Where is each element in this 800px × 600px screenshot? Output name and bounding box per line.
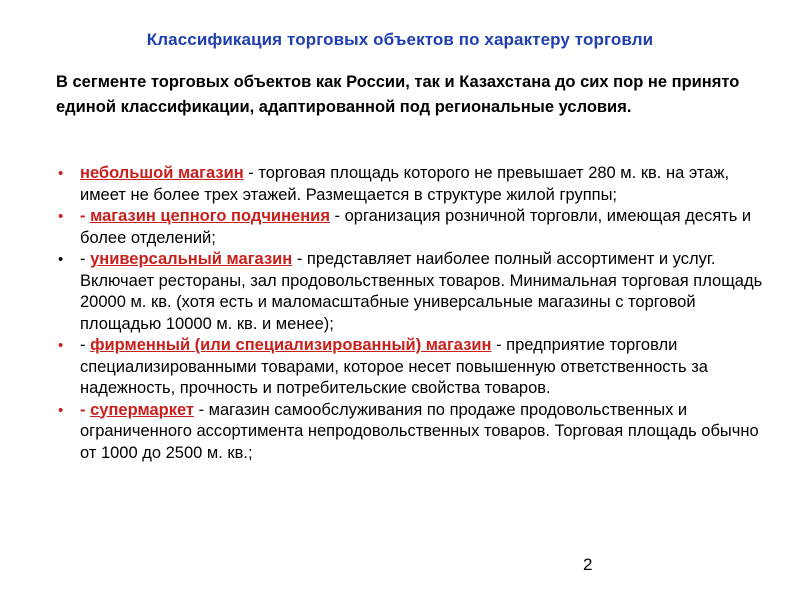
term-small-store: небольшой магазин xyxy=(80,164,244,182)
term-supermarket: супермаркет xyxy=(90,400,194,419)
list-item xyxy=(58,249,768,335)
classification-list xyxy=(58,163,768,464)
item-prefix: - xyxy=(80,400,91,419)
intro-paragraph: В сегменте торговых объектов как России, так и Казахстана до сих пор не принято единой классификации, адаптированной под региональные условия. xyxy=(56,73,740,116)
bullet-icon: • xyxy=(58,165,64,182)
item-prefix: - xyxy=(80,250,91,268)
list-item xyxy=(58,400,768,465)
term-department-store: универсальный магазин xyxy=(90,250,293,268)
item-description: - представляет наиболее полный ассортимент и услуг. Включает рестораны, зал продовольственных товаров. Минимальная торговая площадь 20000 м. кв. (хотя есть и маломасштабные универсальные магазины с торговой площадью 10000 м. кв. и менее); xyxy=(80,250,763,333)
item-description: - магазин самообслуживания по продаже продовольственных и ограниченного ассортимента непродовольственных товаров. Торговая площадь обычно от 1000 до 2500 м. кв.; xyxy=(80,400,759,462)
term-chain-store: магазин цепного подчинения xyxy=(90,207,330,225)
slide-title: Классификация торговых объектов по характеру торговли xyxy=(146,30,654,49)
page-number: 2 xyxy=(583,555,593,574)
bullet-icon: • xyxy=(58,337,64,354)
item-prefix: - xyxy=(80,207,91,225)
bullet-icon: • xyxy=(58,401,64,419)
term-brand-store: фирменный (или специализированный) магазин xyxy=(90,336,492,354)
item-prefix: - xyxy=(80,336,91,354)
list-item xyxy=(58,206,768,249)
item-description: - организация розничной торговли, имеющая десять и более отделений; xyxy=(80,207,752,247)
list-item xyxy=(58,335,768,400)
item-description: - торговая площадь которого не превышает 280 м. кв. на этаж, имеет не более трех этажей. Размещается в структуре жилой группы; xyxy=(80,164,730,204)
bullet-icon: • xyxy=(58,251,64,268)
list-item xyxy=(58,163,768,206)
bullet-icon: • xyxy=(58,208,64,225)
item-description: - предприятие торговли специализированными товарами, которое несет повышенную ответственность за надежность, прочность и потребительские свойства товаров. xyxy=(80,336,708,397)
